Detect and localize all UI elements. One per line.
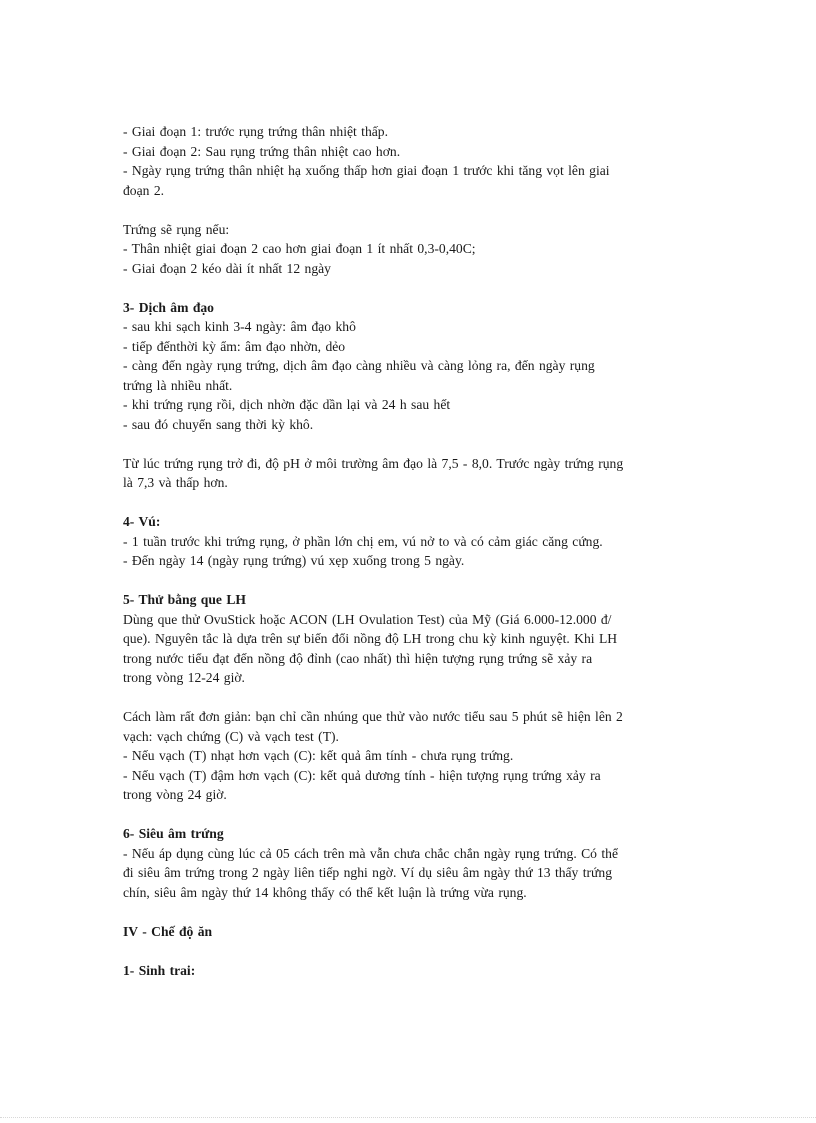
text-line: Từ lúc trứng rụng trở đi, độ pH ở môi trường âm đạo là 7,5 - 8,0. Trước ngày trứng rụng <box>123 455 624 471</box>
text-line: Trứng sẽ rụng nếu: <box>123 221 230 237</box>
text-line: - Nếu áp dụng cùng lúc cả 05 cách trên mà vẫn chưa chắc chắn ngày rụng trứng. Có thể <box>123 845 618 861</box>
text-line: trong vòng 24 giờ. <box>123 787 227 802</box>
text-line: - 1 tuần trước khi trứng rụng, ở phần lớn chị em, vú nở to và có cảm giác căng cứng. <box>123 533 603 549</box>
text-line: que). Nguyên tắc là dựa trên sự biến đổi nồng độ LH trong chu kỳ kinh nguyệt. Khi LH <box>123 631 618 646</box>
text-line: trong vòng 12-24 giờ. <box>123 670 245 685</box>
section-heading: 4- Vú: <box>123 514 161 529</box>
section-heading: 1- Sinh trai: <box>123 962 196 978</box>
text-line: - sau khi sạch kinh 3-4 ngày: âm đạo khô <box>123 319 356 334</box>
paragraph-spacer <box>123 278 703 298</box>
paragraph-spacer <box>123 200 703 220</box>
text-line: - Ngày rụng trứng thân nhiệt hạ xuống thấp hơn giai đoạn 1 trước khi tăng vọt lên giai <box>123 163 610 178</box>
paragraph-spacer <box>123 805 703 825</box>
paragraph-spacer <box>123 688 703 708</box>
text-line: - Nếu vạch (T) nhạt hơn vạch (C): kết quả âm tính - chưa rụng trứng. <box>123 748 514 763</box>
text-line: đi siêu âm trứng trong 2 ngày liên tiếp nghi ngờ. Ví dụ siêu âm ngày thứ 13 thấy trứng <box>123 865 613 880</box>
text-line: - Nếu vạch (T) đậm hơn vạch (C): kết quả dương tính - hiện tượng rụng trứng xảy ra <box>123 767 601 783</box>
text-line: - sau đó chuyển sang thời kỳ khô. <box>123 416 314 432</box>
text-line: - khi trứng rụng rồi, dịch nhờn đặc dần lại và 24 h sau hết <box>123 397 451 412</box>
text-line: là 7,3 và thấp hơn. <box>123 475 228 490</box>
text-line: đoạn 2. <box>123 182 165 198</box>
paragraph-spacer <box>123 941 703 961</box>
text-line: - Giai đoạn 2: Sau rụng trứng thân nhiệt cao hơn. <box>123 143 401 159</box>
paragraph-spacer <box>123 493 703 513</box>
paragraph-spacer <box>123 434 703 454</box>
text-line: Cách làm rất đơn giản: bạn chỉ cần nhúng que thử vào nước tiểu sau 5 phút sẽ hiện lên 2 <box>123 709 623 724</box>
text-line: - càng đến ngày rụng trứng, dịch âm đạo càng nhiều và càng lỏng ra, đến ngày rụng <box>123 358 595 373</box>
document-body <box>123 122 703 980</box>
text-line: Dùng que thử OvuStick hoặc ACON (LH Ovulation Test) của Mỹ (Giá 6.000-12.000 đ/ <box>123 611 612 627</box>
text-line: - Đến ngày 14 (ngày rụng trứng) vú xẹp xuống trong 5 ngày. <box>123 553 465 568</box>
paragraph-spacer <box>123 571 703 591</box>
page-bottom-divider <box>0 1117 816 1118</box>
section-heading: 5- Thử bằng que LH <box>123 592 246 607</box>
text-line: chín, siêu âm ngày thứ 14 không thấy có thể kết luận là trứng vừa rụng. <box>123 884 527 900</box>
paragraph-spacer <box>123 902 703 922</box>
text-line: - Giai đoạn 1: trước rụng trứng thân nhiệt thấp. <box>123 124 388 139</box>
section-heading: 3- Dịch âm đạo <box>123 299 214 315</box>
text-line: - tiếp đếnthời kỳ ẩm: âm đạo nhờn, dẻo <box>123 338 346 354</box>
text-line: vạch: vạch chứng (C) và vạch test (T). <box>123 728 339 744</box>
text-line: trong nước tiểu đạt đến nồng độ đỉnh (cao nhất) thì hiện tượng rụng trứng sẽ xảy ra <box>123 650 593 666</box>
section-heading: 6- Siêu âm trứng <box>123 826 224 841</box>
section-heading: IV - Chế độ ăn <box>123 923 213 939</box>
text-line: - Thân nhiệt giai đoạn 2 cao hơn giai đoạn 1 ít nhất 0,3-0,40C; <box>123 241 476 256</box>
text-line: - Giai đoạn 2 kéo dài ít nhất 12 ngày <box>123 260 331 276</box>
text-line: trứng là nhiều nhất. <box>123 377 233 393</box>
